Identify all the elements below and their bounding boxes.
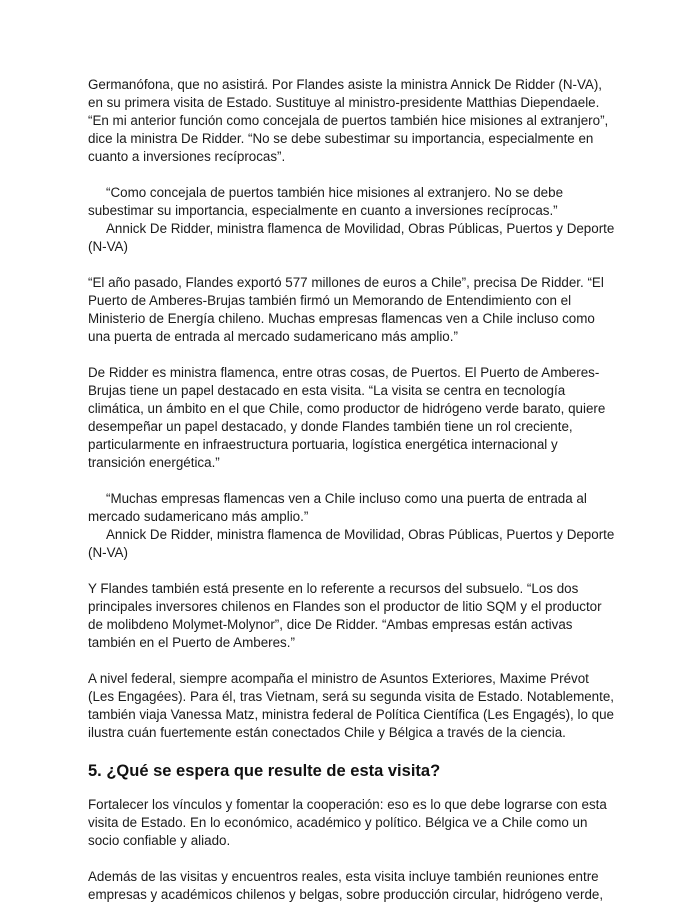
pull-quote-1: “Como concejala de puertos también hice misiones al extranjero. No se debe subestimar su importancia, especialmente en cuanto a inversiones recíprocas.” bbox=[88, 185, 564, 218]
paragraph-federal: A nivel federal, siempre acompaña el ministro de Asuntos Exteriores, Maxime Prévot (Les Engagées). Para él, tras Vietnam, será su segunda visita de Estado. Notablemente, también viaja Vanessa Matz, ministra federal de Política Científica (Les Engagés), lo que ilustra cuán fuertemente están conectados Chile y Bélgica a través de la ciencia. bbox=[88, 671, 615, 740]
paragraph-intro: Germanófona, que no asistirá. Por Flandes asiste la ministra Annick De Ridder (N-VA), en su primera visita de Estado. Sustituye al ministro-presidente Matthias Diependaele. “En mi anterior función como concejala de puertos también hice misiones al extranjero”, dice la ministra De Ridder. “No se debe subestimar su importancia, especialmente en cuanto a inversiones recíprocas”. bbox=[88, 77, 609, 164]
paragraph-ports: De Ridder es ministra flamenca, entre otras cosas, de Puertos. El Puerto de Amberes-Brujas tiene un papel destacado en esta visita. “La visita se centra en tecnología climática, un ámbito en el que Chile, como productor de hidrógeno verde barato, quiere desempeñar un papel destacado, y donde Flandes también tiene un rol creciente, particularmente en infraestructura portuaria, logística energética internacional y transición energética.” bbox=[88, 365, 606, 470]
paragraph-goals: Fortalecer los vínculos y fomentar la cooperación: eso es lo que debe lograrse con esta visita de Estado. En lo económico, académico y político. Bélgica ve a Chile como un socio confiable y aliado. bbox=[88, 797, 607, 848]
paragraph-meetings: Además de las visitas y encuentros reales, esta visita incluye también reuniones entre empresas y académicos chilenos y belgas, sobre producción circular, hidrógeno verde, bbox=[88, 869, 604, 902]
quote-attribution-2: Annick De Ridder, ministra flamenca de Movilidad, Obras Públicas, Puertos y Deporte (N-VA) bbox=[88, 527, 615, 560]
section-heading: 5. ¿Qué se espera que resulte de esta visita? bbox=[88, 762, 441, 780]
pull-quote-2: “Muchas empresas flamencas ven a Chile incluso como una puerta de entrada al mercado sudamericano más amplio.” bbox=[88, 491, 587, 524]
paragraph-resources: Y Flandes también está presente en lo referente a recursos del subsuelo. “Los dos principales inversores chilenos en Flandes son el productor de litio SQM y el productor de molibdeno Molymet-Molynor”, dice De Ridder. “Ambas empresas están activas también en el Puerto de Amberes.” bbox=[88, 581, 602, 650]
quote-attribution-1: Annick De Ridder, ministra flamenca de Movilidad, Obras Públicas, Puertos y Deporte (N-VA) bbox=[88, 221, 615, 254]
paragraph-exports: “El año pasado, Flandes exportó 577 millones de euros a Chile”, precisa De Ridder. “El Puerto de Amberes-Brujas también firmó un Memorando de Entendimiento con el Ministerio de Energía chileno. Muchas empresas flamencas ven a Chile incluso como una puerta de entrada al mercado sudamericano más amplio.” bbox=[88, 275, 604, 344]
